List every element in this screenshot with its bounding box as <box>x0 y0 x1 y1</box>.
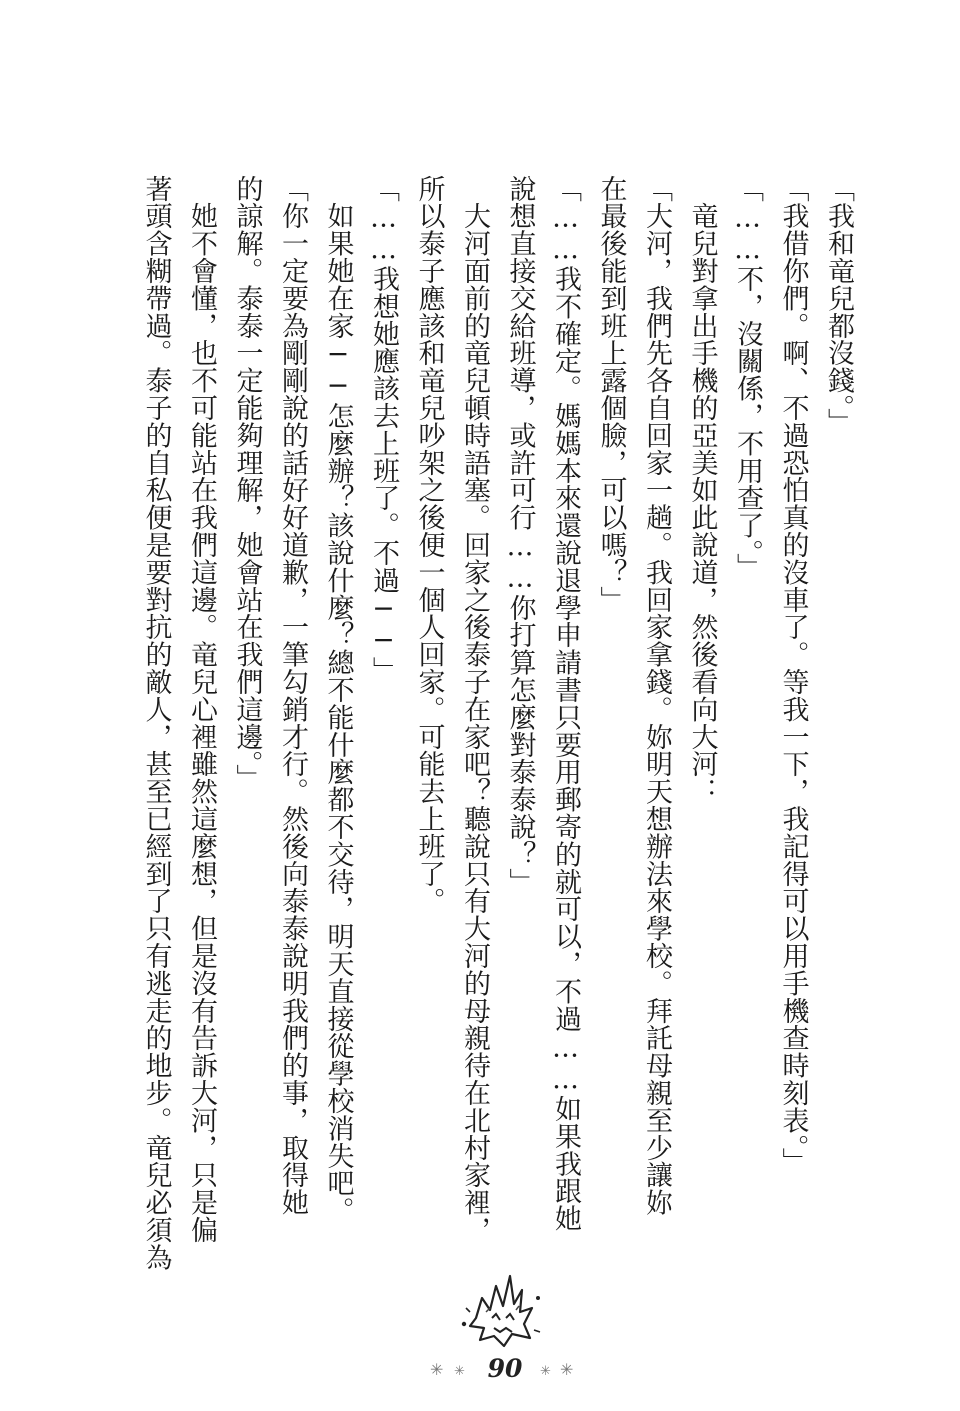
text-column: 著頭含糊帶過。泰子的自私便是要對抗的敵人，甚至已經到了只有逃走的地步。竜兒必須為 <box>140 175 172 1271</box>
text-column: 說想直接交給班導，或許可行……你打算怎麼對泰泰說？」 <box>504 175 536 896</box>
text-column: 如果她在家──怎麼辦？該說什麼？總不能什麼都不交待，明天直接從學校消失吧。 <box>322 175 354 1225</box>
vertical-text-block <box>100 175 860 1285</box>
star-icon: ✳ <box>430 1360 444 1379</box>
text-column: 的諒解。泰泰一定能夠理解，她會站在我們這邊。」 <box>231 175 263 792</box>
text-column: 「你一定要為剛剛說的話好好道歉，一筆勾銷才行。然後向泰泰說明我們的事，取得她 <box>277 175 308 1217</box>
text-column: 竜兒對拿出手機的亞美如此說道，然後看向大河： <box>686 175 718 806</box>
text-column: 「我借你們。啊、不過恐怕真的沒車了。等我一下，我記得可以用手機查時刻表。」 <box>777 175 809 1176</box>
star-icon: ✳ <box>454 1364 465 1379</box>
star-icon: ✳ <box>540 1364 551 1379</box>
tiger-mascot-icon <box>456 1268 546 1350</box>
text-column: 「我和竜兒都沒錢。」 <box>823 175 854 436</box>
star-icon: ✳ <box>560 1360 574 1379</box>
text-column: 在最後能到班上露個臉，可以嗎？」 <box>595 175 627 614</box>
text-column: 「……我想她應該去上班了。不過──」 <box>368 175 399 685</box>
text-column: 「……不，沒關係，不用查了。」 <box>732 175 763 581</box>
text-column: 所以泰子應該和竜兒吵架之後便一個人回家。可能去上班了。 <box>413 175 445 915</box>
text-column: 「……我不確定。媽媽本來還說退學申請書只要用郵寄的就可以，不過……如果我跟她 <box>550 175 581 1233</box>
page-footer <box>420 1268 590 1388</box>
text-column: 「大河，我們先各自回家一趟。我回家拿錢。妳明天想辦法來學校。拜託母親至少讓妳 <box>641 175 672 1217</box>
text-column: 大河面前的竜兒頓時語塞。回家之後泰子在家吧？聽說只有大河的母親待在北村家裡， <box>459 175 490 1244</box>
text-column: 她不會懂，也不可能站在我們這邊。竜兒心裡雖然這麼想，但是沒有告訴大河，只是偏 <box>186 175 217 1244</box>
page-number: 90 <box>487 1354 523 1383</box>
